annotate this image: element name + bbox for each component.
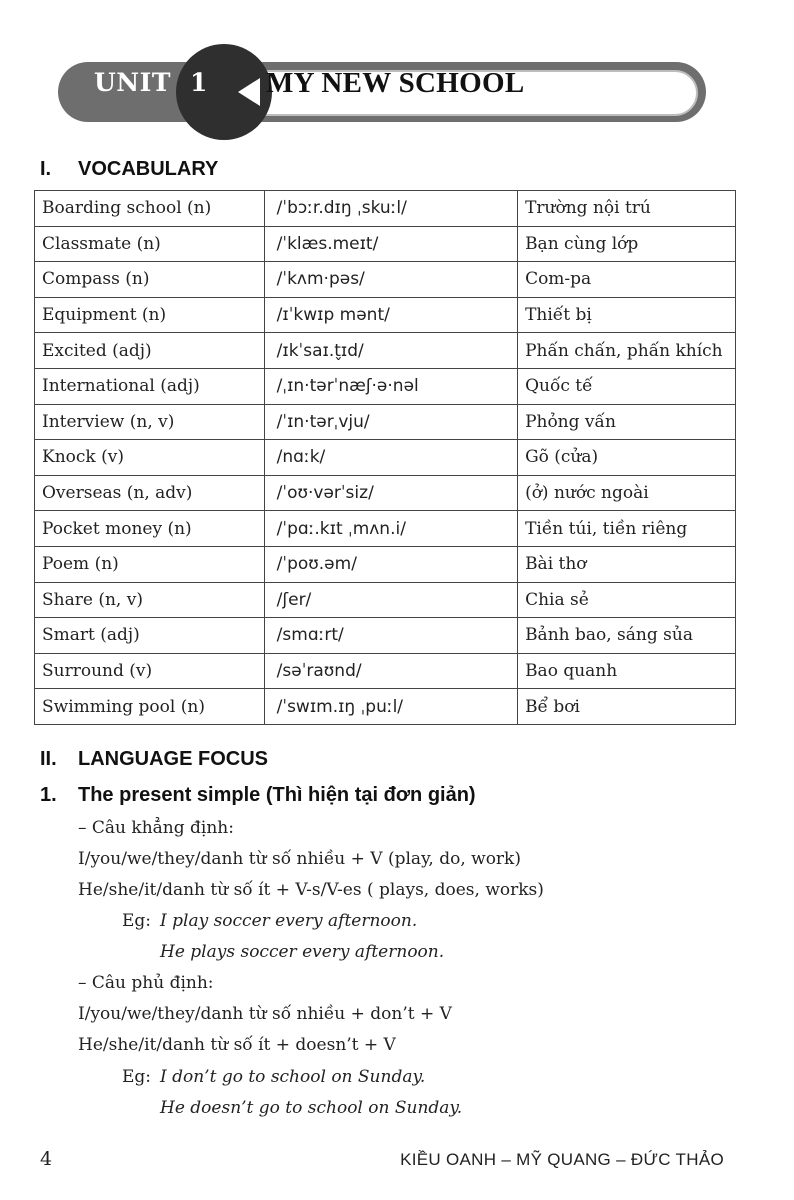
negative-example-2: He doesn’t go to school on Sunday. — [160, 1098, 463, 1118]
vocab-meaning-cell: Quốc tế — [518, 368, 736, 404]
vocab-ipa-cell: /ˈswɪm.ɪŋ ˌpuːl/ — [264, 689, 517, 725]
vocab-word-cell: Surround (v) — [35, 653, 265, 689]
vocab-meaning-cell: Bể bơi — [518, 689, 736, 725]
table-row — [35, 226, 736, 262]
vocab-ipa-cell: /ˌɪn·tərˈnæʃ·ə·nəl — [264, 368, 517, 404]
vocab-ipa-cell: /smɑːrt/ — [264, 618, 517, 654]
vocab-ipa-cell: /ɪkˈsaɪ.t̬ɪd/ — [264, 333, 517, 369]
vocab-ipa-cell: /ˈpɑː.kɪt ˌmʌn.i/ — [264, 511, 517, 547]
vocab-meaning-cell: Thiết bị — [518, 297, 736, 333]
section-heading-vocabulary — [40, 158, 218, 181]
unit-number: 1 — [190, 68, 208, 97]
footer-authors: KIỀU OANH – MỸ QUANG – ĐỨC THẢO — [400, 1150, 724, 1169]
section-number: II. — [40, 748, 57, 770]
table-row — [35, 297, 736, 333]
vocab-word-cell: Knock (v) — [35, 440, 265, 476]
table-row — [35, 368, 736, 404]
table-row — [35, 618, 736, 654]
subsection-number: 1. — [40, 784, 57, 806]
vocab-meaning-cell: Bạn cùng lớp — [518, 226, 736, 262]
table-row — [35, 262, 736, 298]
section-title: VOCABULARY — [78, 158, 219, 180]
unit-label: UNIT — [94, 68, 171, 97]
affirmative-example-1: I play soccer every afternoon. — [160, 911, 418, 931]
vocab-word-cell: Smart (adj) — [35, 618, 265, 654]
subsection-title: The present simple (Thì hiện tại đơn giản) — [78, 784, 476, 806]
example-label: Eg: — [122, 911, 152, 931]
vocab-ipa-cell: /ˈkʌm·pəs/ — [264, 262, 517, 298]
vocab-meaning-cell: Tiền túi, tiền riêng — [518, 511, 736, 547]
vocab-word-cell: Overseas (n, adv) — [35, 475, 265, 511]
vocab-word-cell: Share (n, v) — [35, 582, 265, 618]
vocab-ipa-cell: /ɪˈkwɪp mənt/ — [264, 297, 517, 333]
vocab-ipa-cell: /nɑːk/ — [264, 440, 517, 476]
vocab-word-cell: Interview (n, v) — [35, 404, 265, 440]
table-row — [35, 440, 736, 476]
vocab-ipa-cell: /ˈɪn·tərˌvju/ — [264, 404, 517, 440]
affirmative-rule-singular: He/she/it/danh từ số ít + V-s/V-es ( plays, does, works) — [78, 880, 544, 900]
table-row — [35, 511, 736, 547]
affirmative-label: – Câu khẳng định: — [78, 818, 234, 838]
vocab-meaning-cell: Chia sẻ — [518, 582, 736, 618]
vocab-word-cell: International (adj) — [35, 368, 265, 404]
affirmative-example-2: He plays soccer every afternoon. — [160, 942, 445, 962]
vocab-meaning-cell: Bảnh bao, sáng sủa — [518, 618, 736, 654]
table-row — [35, 404, 736, 440]
vocab-word-cell: Boarding school (n) — [35, 191, 265, 227]
negative-rule-singular: He/she/it/danh từ số ít + doesn’t + V — [78, 1035, 396, 1055]
vocab-ipa-cell: /ˈklæs.meɪt/ — [264, 226, 517, 262]
table-row — [35, 653, 736, 689]
table-row — [35, 689, 736, 725]
page-number: 4 — [40, 1148, 53, 1170]
table-row — [35, 475, 736, 511]
vocab-ipa-cell: /ˈoʊ·vərˈsiz/ — [264, 475, 517, 511]
negative-rule-plural: I/you/we/they/danh từ số nhiều + don’t + V — [78, 1004, 452, 1024]
subsection-heading-present-simple — [40, 784, 476, 807]
table-row — [35, 333, 736, 369]
vocab-word-cell: Classmate (n) — [35, 226, 265, 262]
negative-label: – Câu phủ định: — [78, 973, 214, 993]
vocab-meaning-cell: Bài thơ — [518, 546, 736, 582]
vocab-ipa-cell: /ˈpoʊ.əm/ — [264, 546, 517, 582]
section-heading-language-focus — [40, 748, 268, 771]
section-number: I. — [40, 158, 52, 180]
vocabulary-table — [34, 190, 736, 725]
table-row — [35, 191, 736, 227]
vocab-word-cell: Equipment (n) — [35, 297, 265, 333]
vocab-meaning-cell: Bao quanh — [518, 653, 736, 689]
table-row — [35, 582, 736, 618]
vocab-meaning-cell: Phấn chấn, phấn khích — [518, 333, 736, 369]
example-label: Eg: — [122, 1067, 152, 1087]
affirmative-rule-plural: I/you/we/they/danh từ số nhiều + V (play, do, work) — [78, 849, 521, 869]
vocab-word-cell: Poem (n) — [35, 546, 265, 582]
unit-banner — [58, 44, 708, 140]
vocab-meaning-cell: Trường nội trú — [518, 191, 736, 227]
negative-example-1: I don’t go to school on Sunday. — [160, 1067, 426, 1087]
vocab-meaning-cell: Com-pa — [518, 262, 736, 298]
vocab-meaning-cell: Gõ (cửa) — [518, 440, 736, 476]
vocab-ipa-cell: /ʃer/ — [264, 582, 517, 618]
section-title: LANGUAGE FOCUS — [78, 748, 268, 770]
vocab-meaning-cell: Phỏng vấn — [518, 404, 736, 440]
vocab-meaning-cell: (ở) nước ngoài — [518, 475, 736, 511]
vocab-ipa-cell: /ˈbɔːr.dɪŋ ˌskuːl/ — [264, 191, 517, 227]
vocab-ipa-cell: /səˈraʊnd/ — [264, 653, 517, 689]
vocab-word-cell: Excited (adj) — [35, 333, 265, 369]
table-row — [35, 546, 736, 582]
vocab-word-cell: Pocket money (n) — [35, 511, 265, 547]
vocab-word-cell: Compass (n) — [35, 262, 265, 298]
vocab-word-cell: Swimming pool (n) — [35, 689, 265, 725]
unit-title: MY NEW SCHOOL — [266, 67, 525, 99]
